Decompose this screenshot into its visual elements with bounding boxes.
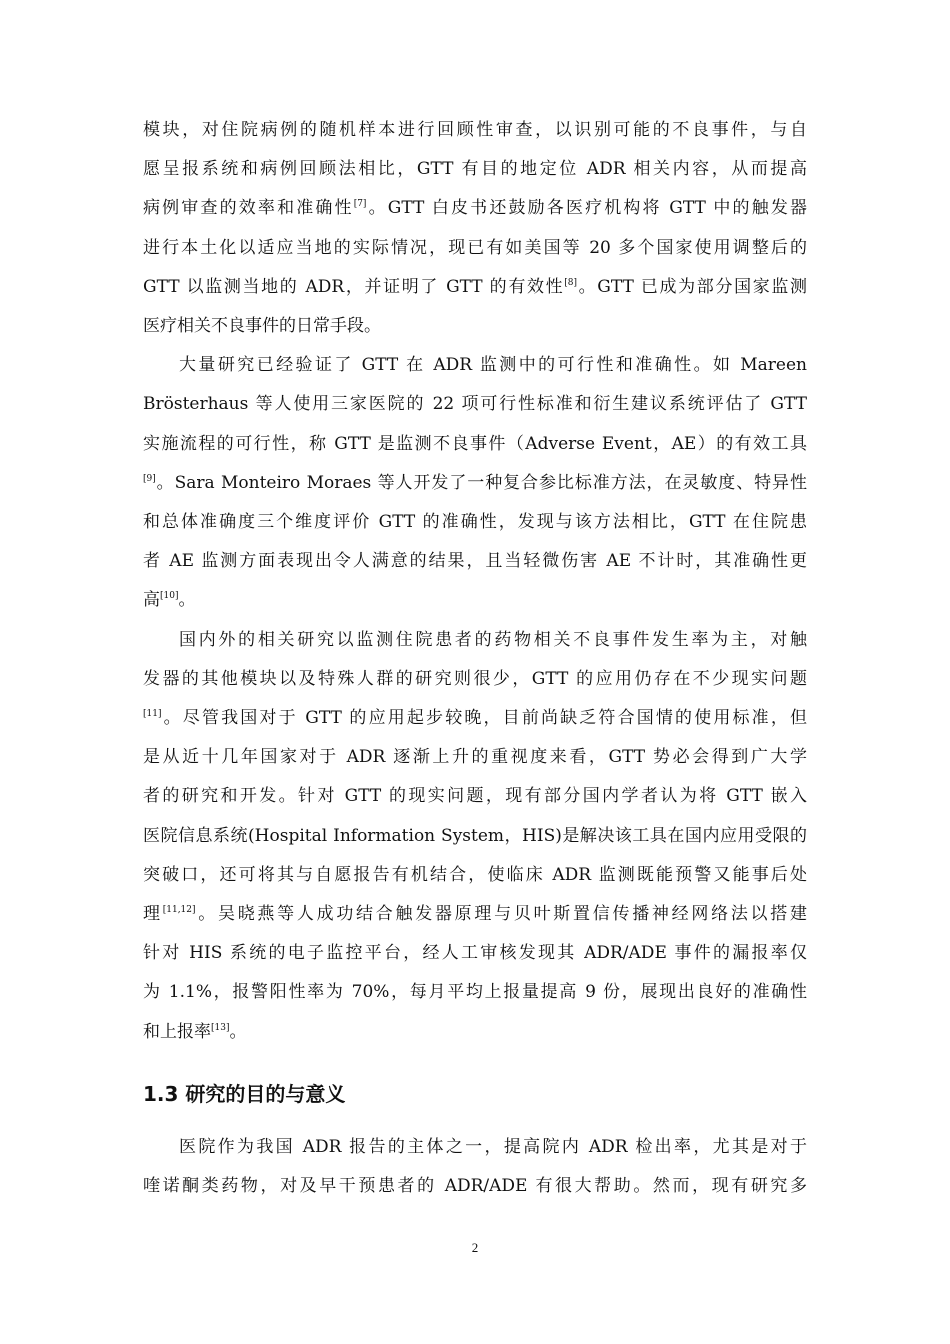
text-line: 模块，对住院病例的随机样本进行回顾性审查，以识别可能的不良事件，与自 xyxy=(143,120,807,140)
citation: [11] xyxy=(143,709,162,720)
paragraph-2 xyxy=(143,346,807,620)
text-line: 者 AE 监测方面表现出令人满意的结果，且当轻微伤害 AE 不计时，其准确性更 xyxy=(143,551,807,572)
text-line: 愿呈报系统和病例回顾法相比，GTT 有目的地定位 ADR 相关内容，从而提高 xyxy=(143,159,807,180)
text-line xyxy=(143,268,807,307)
citation: [8] xyxy=(564,277,577,288)
text-line xyxy=(143,464,807,503)
paragraph-3 xyxy=(143,621,807,1052)
citation: [9] xyxy=(143,473,156,484)
text-run: 。尽管我国对于 GTT 的应用起步较晚，目前尚缺乏符合国情的使用标准，但 xyxy=(161,708,807,729)
text-line xyxy=(143,895,807,934)
text-line: 喹诺酮类药物，对及早干预患者的 ADR/ADE 有很大帮助。然而，现有研究多 xyxy=(143,1176,807,1197)
body-text xyxy=(143,111,807,1206)
citation: [13] xyxy=(211,1022,230,1033)
citation: [7] xyxy=(353,199,367,210)
text-line: 发器的其他模块以及特殊人群的研究则很少，GTT 的应用仍存在不少现实问题 xyxy=(143,668,807,689)
text-run: 。 xyxy=(229,1021,247,1042)
text-line: 突破口，还可将其与自愿报告有机结合，使临床 ADR 监测既能预警又能事后处 xyxy=(143,864,807,885)
text-run: 。 xyxy=(178,590,196,611)
text-run: GTT 以监测当地的 ADR，并证明了 GTT 的有效性 xyxy=(143,276,565,297)
page-number: 2 xyxy=(471,1240,479,1255)
text-run: 病例审查的效率和准确性 xyxy=(143,198,354,219)
text-run: 。吴晓燕等人成功结合触发器原理与贝叶斯置信传播神经网络法以搭建 xyxy=(195,904,808,925)
citation: [11,12] xyxy=(162,905,196,916)
text-line xyxy=(143,699,807,738)
section-heading: 1.3 研究的目的与意义 xyxy=(143,1081,346,1106)
text-run: 理 xyxy=(143,904,163,925)
text-line: 是从近十几年国家对于 ADR 逐渐上升的重视度来看，GTT 势必会得到广大学 xyxy=(143,747,807,768)
text-run: 高 xyxy=(143,590,160,611)
text-line: 医疗相关不良事件的日常手段。 xyxy=(143,316,381,337)
text-run: 。GTT 已成为部分国家监测 xyxy=(577,276,808,297)
text-line: 进行本土化以适应当地的实际情况，现已有如美国等 20 多个国家使用调整后的 xyxy=(143,237,807,258)
text-line xyxy=(143,1013,807,1052)
text-line: 大量研究已经验证了 GTT 在 ADR 监测中的可行性和准确性。如 Mareen xyxy=(179,355,807,376)
citation: [10] xyxy=(160,591,179,602)
text-line: 和总体准确度三个维度评价 GTT 的准确性，发现与该方法相比，GTT 在住院患 xyxy=(143,512,807,533)
text-run: 和上报率 xyxy=(143,1021,211,1042)
text-line: 医院信息系统(Hospital Information System，HIS)是解决该工具在国内应用受限的 xyxy=(143,825,807,846)
text-line: Brösterhaus 等人使用三家医院的 22 项可行性标准和衍生建议系统评估了 GTT xyxy=(143,394,807,415)
text-line: 医院作为我国 ADR 报告的主体之一，提高院内 ADR 检出率，尤其是对于 xyxy=(179,1136,807,1157)
text-line: 针对 HIS 系统的电子监控平台，经人工审核发现其 ADR/ADE 事件的漏报率仅 xyxy=(143,943,807,964)
text-line: 实施流程的可行性，称 GTT 是监测不良事件（Adverse Event，AE）的有效工具 xyxy=(143,433,807,454)
paragraph-4 xyxy=(143,1128,807,1206)
text-line: 为 1.1%，报警阳性率为 70%，每月平均上报量提高 9 份，展现出良好的准确性 xyxy=(143,982,807,1003)
text-line: 国内外的相关研究以监测住院患者的药物相关不良事件发生率为主，对触 xyxy=(179,629,807,650)
text-run: 。GTT 白皮书还鼓励各医疗机构将 GTT 中的触发器 xyxy=(366,198,808,219)
text-line: 者的研究和开发。针对 GTT 的现实问题，现有部分国内学者认为将 GTT 嵌入 xyxy=(143,786,807,807)
text-line xyxy=(143,189,807,228)
text-run: 。Sara Monteiro Moraes 等人开发了一种复合参比标准方法，在灵敏度、特异性 xyxy=(155,472,807,493)
text-line xyxy=(143,581,807,620)
paragraph-1 xyxy=(143,111,807,346)
